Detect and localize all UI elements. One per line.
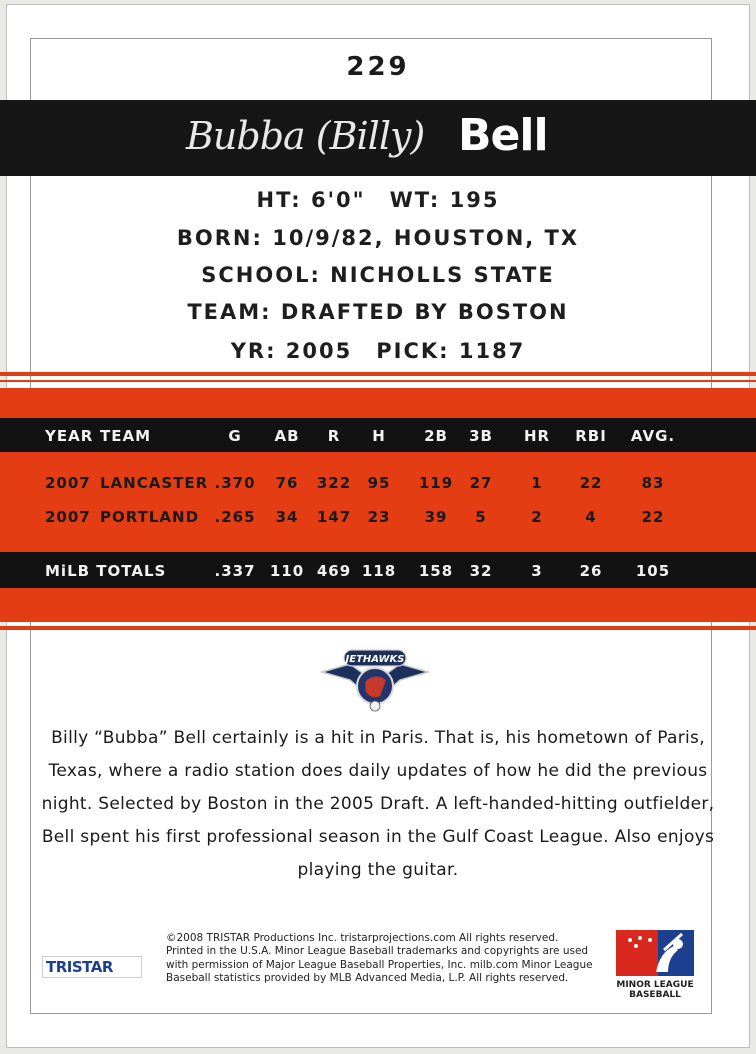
stats-header-cell: H (372, 427, 386, 445)
stats-row-cell: 322 (316, 474, 352, 492)
stats-header-cell: TEAM (100, 427, 152, 445)
stripe-top-2 (0, 380, 756, 382)
stats-totals-cell: 469 (316, 562, 352, 580)
stats-header-cell: G (228, 427, 242, 445)
player-first-name: Bubba (Billy) (186, 114, 425, 158)
stats-totals-cell: 118 (361, 562, 397, 580)
tristar-logo (42, 956, 142, 978)
bio-year: YR: 2005 (230, 339, 353, 363)
stats-header-cell: AVG. (630, 427, 676, 445)
bio-weight: WT: 195 (389, 188, 500, 212)
milb-batter-icon (616, 928, 696, 978)
milb-logo (612, 928, 700, 1002)
stats-row-cell: 4 (585, 508, 597, 526)
bio-team: TEAM: DRAFTED BY BOSTON (187, 300, 569, 324)
stripe-top-1 (0, 372, 756, 376)
stats-row-cell: 76 (275, 474, 299, 492)
bio-height-weight (0, 188, 756, 212)
stats-row-cell: 34 (275, 508, 299, 526)
stats-totals-label: MiLB TOTALS (45, 562, 167, 580)
stats-row-cell: 83 (641, 474, 665, 492)
bio-height: HT: 6'0" (256, 188, 366, 212)
legal-copyright: ©2008 TRISTAR Productions Inc. tristarprojections.com All rights reserved. Printed in the U.S.A. Minor League Baseball trademarks and copyrights are used with permission of Major League Baseball Properties, Inc. milb.com Minor League Baseball statistics provided by MLB Advanced Media, L.P. All rights reserved. (166, 932, 593, 985)
stats-row-cell: 5 (475, 508, 487, 526)
bio-pick: PICK: 1187 (376, 339, 526, 363)
stats-totals-cell: 3 (531, 562, 543, 580)
stats-row-cell: .370 (214, 474, 256, 492)
stats-header-cell: RBI (575, 427, 607, 445)
stats-row-cell: 23 (367, 508, 391, 526)
stats-row-cell: 22 (579, 474, 603, 492)
stats-row-cell: 147 (316, 508, 352, 526)
card-number: 229 (346, 52, 410, 82)
player-last-name: Bell (458, 110, 548, 161)
jethawks-logo (320, 642, 430, 714)
stats-row-cell: LANCASTER (100, 474, 209, 492)
milb-logo-text: MINOR LEAGUE BASEBALL (616, 980, 694, 1000)
stats-header-cell: 2B (424, 427, 448, 445)
player-blurb: Billy “Bubba” Bell certainly is a hit in Paris. That is, his hometown of Paris, Texas, where a radio station does daily updates of how he did the previous night. Selected by Boston in the 2005 Draft. A left-handed-hitting outfielder, Bell spent his first professional season in the Gulf Coast League. Also enjoys playing the guitar. (41, 728, 715, 880)
stats-row-cell: 119 (418, 474, 454, 492)
bio-born: BORN: 10/9/82, HOUSTON, TX (176, 226, 580, 250)
name-banner (0, 100, 756, 176)
jethawks-logo-text: JETHAWKS (345, 654, 405, 665)
stats-row-cell: 95 (367, 474, 391, 492)
stats-header-cell: AB (274, 427, 300, 445)
stats-totals-cell: 110 (269, 562, 305, 580)
stats-header-cell: YEAR (45, 427, 94, 445)
stats-row-cell: 39 (424, 508, 448, 526)
stats-totals-cell: 32 (469, 562, 493, 580)
stripe-bottom-2 (0, 626, 756, 630)
stats-totals-cell: .337 (214, 562, 256, 580)
stripe-bottom-1 (0, 620, 756, 622)
bio-school: SCHOOL: NICHOLLS STATE (201, 263, 555, 287)
stats-row-cell: PORTLAND (100, 508, 200, 526)
stats-totals-cell: 26 (579, 562, 603, 580)
stats-header-cell: R (327, 427, 341, 445)
stats-totals-cell: 105 (635, 562, 671, 580)
stats-totals-cell: 158 (418, 562, 454, 580)
stats-row-cell: .265 (214, 508, 256, 526)
stats-row-cell: 22 (641, 508, 665, 526)
stats-row-cell: 2007 (45, 474, 91, 492)
stats-row-cell: 27 (469, 474, 493, 492)
stats-row-cell: 1 (531, 474, 543, 492)
stats-row-cell: 2 (531, 508, 543, 526)
stats-header-cell: HR (523, 427, 551, 445)
stats-header-cell: 3B (469, 427, 493, 445)
stats-row-cell: 2007 (45, 508, 91, 526)
tristar-brand-text: TRISTAR (46, 958, 113, 976)
bio-draft (0, 339, 756, 363)
